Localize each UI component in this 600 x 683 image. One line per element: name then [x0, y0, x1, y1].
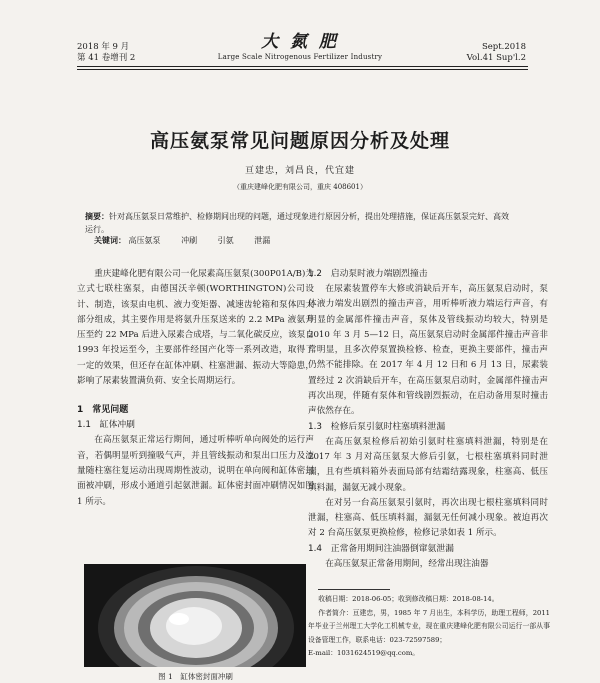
footnote-rule: [318, 589, 390, 590]
figure-cylinder-seal-photo: [84, 564, 306, 667]
issue-date-en: Sept.2018: [481, 42, 526, 52]
keywords: [94, 235, 514, 246]
running-header-right: [467, 42, 526, 64]
section-heading: 1 常见问题: [77, 405, 129, 416]
issue-date: 2018 年 9 月: [77, 42, 130, 52]
footnote-author: 作者简介：亘建忠，男，1985 年 7 月出生，本科学历，助理工程师，2011 年毕业于兰州理工大学化工机械专业，现在重庆建峰化肥有限公司运行一部从事设备管理工作，联系电话：023-72597589；: [308, 608, 550, 644]
right-column: [308, 267, 548, 572]
subsection-heading: 1.2 启动泵时液力端剧烈撞击: [308, 269, 428, 279]
abstract: [85, 210, 510, 236]
body-paragraph: 在高压氨泵正常运行期间，通过听棒听单向阀处的运行声音，若偶明显听到撞吸气声，并且管线振动和泵出口压力及流量随柱塞往复运动出现周期性波动，说明在单向阀和缸体密封面被冲刷，形成小通道引起氨泄漏。缸体密封面冲刷情况如图 1 所示。: [77, 435, 314, 507]
footnote-email: E-mail：1031624519@qq.com。: [308, 649, 420, 657]
body-paragraph: 在高压氨泵检修后初始引氨时柱塞填料泄漏，特别是在 2017 年 3 月对高压氨泵大修后引氨，七根柱塞填料同时泄漏，且有些填料箱外表面局部有结霜结露现象，柱塞高、低压填料漏，漏氨无减小现象。: [308, 436, 548, 493]
keyword: 泄漏: [254, 236, 271, 245]
header-rule-thin: [77, 69, 528, 70]
footnote: [308, 593, 550, 661]
header-rule-thick: [77, 66, 528, 67]
article-title: 高压氨泵常见问题原因分析及处理: [149, 130, 450, 152]
subsection-heading: 1.3 检修后泵引氨时柱塞填料泄漏: [308, 421, 446, 432]
subsection-heading: 1.1 缸体冲刷: [77, 420, 135, 431]
author-list: 亘建忠，刘昌良，代宜建: [244, 166, 355, 176]
keyword: 冲刷: [181, 236, 198, 245]
affiliation: （重庆建峰化肥有限公司，重庆 408601）: [233, 183, 367, 191]
subsection-heading: 1.4 正常备用期间注油器倒窜氨泄漏: [308, 543, 454, 554]
body-paragraph: 在高压氨泵正常备用期间，经常出现注油器: [325, 558, 489, 569]
cylinder-seal-photo: [84, 564, 306, 667]
keywords-label: 关键词：: [94, 236, 126, 245]
journal-logo: 大 氮 肥: [261, 32, 339, 52]
left-column: [77, 267, 314, 510]
volume-issue-en: Vol.41 Sup'l.2: [466, 53, 526, 63]
footnote-received: 收稿日期：2018-06-05；收到修改稿日期：2018-08-14。: [318, 595, 499, 603]
keyword: 引氨: [217, 236, 234, 245]
abstract-label: 摘要：: [85, 212, 109, 221]
body-paragraph: 在尿素装置停车大修或消缺后开车，高压氨泵启动时，泵体液力端发出剧烈的撞击声音，用听棒听液力端运行声音，有明显的金属部件撞击声音，泵体及管线振动均较大，特别是 2010 年 3 月 5—12 日，高压氨泵启动时金属部件撞击声音非常明显，且多次停泵置换检修、检查，更换主要部件，撞击声仍然不能排除。在 2017 年 4 月 12 日和 6 月 13 日，尿素装置经过 2 次消缺后开车，在高压氨泵启动时，金属部件撞击声再次出现，伴随有泵体和管线剧烈振动，在启动备用泵时撞击声依然存在。: [308, 284, 548, 417]
body-paragraph: 在对另一台高压氨泵引氨时，再次出现七根柱塞填料同时泄漏，柱塞高、低压填料漏，漏氨无任何减小现象。被迫再次对 2 台高压氨泵更换检修，检修记录如表 1 所示。: [308, 497, 548, 539]
volume-issue: 第 41 卷增刊 2: [77, 53, 136, 63]
intro-paragraph: 重庆建峰化肥有限公司一化尿素高压氨泵(300P01A/B)为立式七联柱塞泵，由德国沃辛顿(WORTHINGTON)公司设计、制造，该泵由电机、液力变矩器、减速齿轮箱和泵体四大部分组成，其主要作用是将氨升压泵送来的 2.2 MPa 液氨升压至约 22 MPa 后进入尿素合成塔，与二氧化碳反应，该泵自 1993 年投运至今，主要部件经国产化等一系列改造，取得了一定的效果，但还存在缸体冲刷、柱塞泄漏、振动大等隐患，影响了尿素装置满负荷、安全长周期运行。: [77, 269, 314, 387]
abstract-text: 针对高压氨泵日常维护、检修期间出现的问题，通过现象进行原因分析，提出处理措施，保证高压氨泵完好、高效运行。: [85, 212, 509, 234]
keyword: 高压氨泵: [128, 236, 161, 245]
figure-caption: 图 1 缸体密封面冲刷: [158, 672, 233, 681]
journal-name-en: Large Scale Nitrogenous Fertilizer Industry: [217, 53, 383, 61]
